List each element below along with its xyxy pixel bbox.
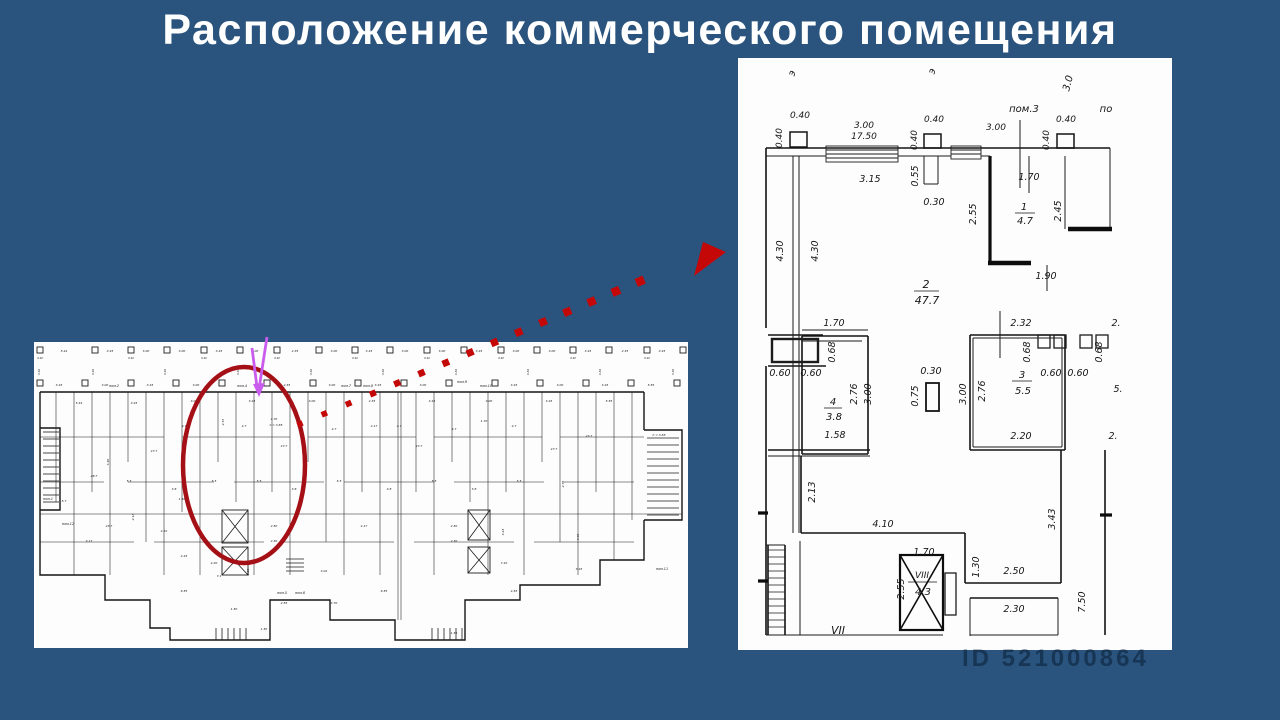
svg-text:3.00: 3.00 <box>512 349 520 353</box>
svg-text:0.60: 0.60 <box>1040 368 1062 379</box>
overview-plan-panel <box>34 342 688 648</box>
svg-text:0.40: 0.40 <box>498 357 504 360</box>
svg-text:2.30: 2.30 <box>1003 604 1025 615</box>
svg-text:3.45: 3.45 <box>248 399 256 403</box>
svg-text:0.40: 0.40 <box>1055 115 1077 125</box>
svg-text:3.00: 3.00 <box>556 383 564 387</box>
svg-text:h = 3.85: h = 3.85 <box>652 433 666 437</box>
svg-text:2.30: 2.30 <box>450 539 458 543</box>
svg-text:23.7: 23.7 <box>585 434 593 438</box>
svg-text:2.50: 2.50 <box>1003 566 1025 577</box>
svg-text:2.35: 2.35 <box>291 349 299 353</box>
detail-plan <box>738 58 1172 650</box>
svg-text:4.7: 4.7 <box>241 424 247 428</box>
svg-text:3.45: 3.45 <box>575 567 583 571</box>
svg-text:VIII: VIII <box>914 571 930 581</box>
page-title: Расположение коммерческого помещения <box>162 6 1118 54</box>
svg-text:4.10: 4.10 <box>160 529 168 533</box>
svg-text:28.7: 28.7 <box>90 474 98 478</box>
svg-text:0.68: 0.68 <box>1022 341 1033 363</box>
svg-text:3.8: 3.8 <box>171 487 177 491</box>
svg-text:h = 3.85: h = 3.85 <box>269 423 283 427</box>
svg-text:2.76: 2.76 <box>977 380 988 402</box>
svg-text:17.50: 17.50 <box>851 132 877 142</box>
svg-text:пом.9: пом.9 <box>456 380 468 384</box>
svg-text:3.00: 3.00 <box>853 121 875 131</box>
svg-text:1.58: 1.58 <box>178 497 186 501</box>
svg-text:3.45: 3.45 <box>374 383 382 387</box>
svg-text:0.40: 0.40 <box>352 357 358 360</box>
svg-text:5.5: 5.5 <box>256 479 262 483</box>
svg-text:5.44: 5.44 <box>75 401 83 405</box>
svg-text:3.45: 3.45 <box>658 349 666 353</box>
svg-text:0.40: 0.40 <box>644 357 650 360</box>
svg-text:2.: 2. <box>1108 431 1118 442</box>
svg-text:пом.4: пом.4 <box>236 384 248 388</box>
svg-text:5.5: 5.5 <box>336 479 342 483</box>
svg-text:3.30: 3.30 <box>163 368 167 376</box>
svg-text:2.50: 2.50 <box>450 524 458 528</box>
detail-plan-panel <box>738 58 1172 650</box>
svg-text:0.40: 0.40 <box>910 129 920 151</box>
watermark: ID 521000864 <box>962 645 1149 672</box>
svg-text:1.90: 1.90 <box>1035 271 1057 282</box>
svg-text:пом.7: пом.7 <box>340 384 352 388</box>
svg-text:0.40: 0.40 <box>37 357 43 360</box>
svg-text:3.00: 3.00 <box>142 349 150 353</box>
svg-text:3.8: 3.8 <box>826 412 842 423</box>
svg-text:3.30: 3.30 <box>526 368 530 376</box>
svg-text:3.00: 3.00 <box>192 383 200 387</box>
svg-text:0.40: 0.40 <box>201 357 207 360</box>
svg-text:пом.3: пом.3 <box>1009 104 1039 115</box>
svg-text:3.45: 3.45 <box>106 349 114 353</box>
svg-text:5.7: 5.7 <box>61 499 67 503</box>
svg-text:пом.10: пом.10 <box>479 384 493 388</box>
svg-text:5.5: 5.5 <box>126 479 132 483</box>
svg-text:0.68: 0.68 <box>827 341 838 363</box>
svg-text:47.7: 47.7 <box>914 294 940 307</box>
svg-text:1.58: 1.58 <box>824 430 846 441</box>
svg-text:0.40: 0.40 <box>923 115 945 125</box>
svg-text:3.0: 3.0 <box>1061 74 1076 93</box>
svg-text:3.00: 3.00 <box>419 383 427 387</box>
svg-text:3.45: 3.45 <box>584 349 592 353</box>
svg-text:5.5: 5.5 <box>431 479 437 483</box>
svg-text:3.00: 3.00 <box>548 349 556 353</box>
svg-text:47.7: 47.7 <box>550 447 558 451</box>
svg-text:3.30: 3.30 <box>91 368 95 376</box>
svg-text:2.55: 2.55 <box>221 418 225 426</box>
svg-text:0.75: 0.75 <box>910 385 921 407</box>
svg-text:3.45: 3.45 <box>146 383 154 387</box>
svg-text:3.8: 3.8 <box>386 487 392 491</box>
svg-text:3.00: 3.00 <box>958 383 969 405</box>
svg-text:4.17: 4.17 <box>360 524 368 528</box>
svg-text:0.40: 0.40 <box>424 357 430 360</box>
svg-text:3.45: 3.45 <box>475 349 483 353</box>
svg-text:5.55: 5.55 <box>605 399 613 403</box>
svg-text:47.7: 47.7 <box>415 444 423 448</box>
svg-text:3: 3 <box>1018 370 1026 381</box>
svg-text:0.30: 0.30 <box>920 366 942 377</box>
svg-text:7.50: 7.50 <box>576 533 580 541</box>
svg-text:2.45: 2.45 <box>180 554 188 558</box>
svg-text:5.30: 5.30 <box>106 458 110 466</box>
svg-text:1.70: 1.70 <box>1018 172 1040 183</box>
svg-text:3.45: 3.45 <box>130 401 138 405</box>
svg-text:4.7: 4.7 <box>1017 216 1033 227</box>
svg-text:0.40: 0.40 <box>274 357 280 360</box>
svg-text:3.8: 3.8 <box>291 487 297 491</box>
svg-text:3.00: 3.00 <box>438 349 446 353</box>
svg-text:2.55: 2.55 <box>280 601 288 605</box>
svg-text:0.40: 0.40 <box>775 127 785 149</box>
svg-text:4.7: 4.7 <box>511 424 517 428</box>
svg-text:0.40: 0.40 <box>128 357 134 360</box>
svg-text:4.30: 4.30 <box>810 240 821 262</box>
svg-text:0.60: 0.60 <box>769 368 791 379</box>
svg-text:2.35: 2.35 <box>621 349 629 353</box>
svg-text:3.30: 3.30 <box>236 368 240 376</box>
svg-text:5.5: 5.5 <box>211 479 217 483</box>
svg-text:2.35: 2.35 <box>283 383 291 387</box>
svg-text:пом.8: пом.8 <box>362 384 374 388</box>
svg-text:VII: VII <box>830 624 846 637</box>
svg-text:4.10: 4.10 <box>872 519 894 530</box>
svg-text:4.3: 4.3 <box>915 587 931 598</box>
svg-text:э: э <box>786 69 799 78</box>
svg-text:1.70: 1.70 <box>913 547 935 558</box>
svg-text:4: 4 <box>829 397 837 408</box>
svg-text:3.00: 3.00 <box>308 399 316 403</box>
svg-text:3.00: 3.00 <box>863 383 874 405</box>
svg-text:4.7: 4.7 <box>396 424 402 428</box>
svg-text:2.13: 2.13 <box>131 513 135 521</box>
svg-text:2.55: 2.55 <box>968 203 979 225</box>
svg-text:3.00: 3.00 <box>178 349 186 353</box>
svg-text:3.15: 3.15 <box>859 174 881 185</box>
svg-text:2.: 2. <box>1111 318 1121 329</box>
svg-text:2.55: 2.55 <box>896 578 907 600</box>
svg-text:3.45: 3.45 <box>428 399 436 403</box>
svg-text:1.70: 1.70 <box>823 318 845 329</box>
svg-text:3.45: 3.45 <box>545 399 553 403</box>
svg-text:4.7: 4.7 <box>181 424 187 428</box>
svg-text:3.00: 3.00 <box>330 349 338 353</box>
svg-text:по: по <box>1099 104 1113 115</box>
overview-plan-background <box>34 342 688 648</box>
svg-text:1.50: 1.50 <box>450 631 458 635</box>
svg-text:0.40: 0.40 <box>1042 129 1052 151</box>
svg-text:пом.6: пом.6 <box>294 591 306 595</box>
svg-text:47.7: 47.7 <box>150 449 158 453</box>
svg-text:3.30: 3.30 <box>381 368 385 376</box>
svg-text:1.70: 1.70 <box>270 417 278 421</box>
svg-text:2.76: 2.76 <box>561 480 565 488</box>
svg-text:3.17: 3.17 <box>85 539 93 543</box>
svg-text:4.20: 4.20 <box>210 561 218 565</box>
svg-text:3.00: 3.00 <box>101 383 109 387</box>
svg-text:1.50: 1.50 <box>260 627 268 631</box>
svg-text:7.10: 7.10 <box>500 561 508 565</box>
svg-text:4.30: 4.30 <box>775 240 786 262</box>
svg-text:3.45: 3.45 <box>601 383 609 387</box>
svg-text:2.13: 2.13 <box>807 481 818 503</box>
svg-text:3.00: 3.00 <box>190 399 198 403</box>
svg-text:3.00: 3.00 <box>485 399 493 403</box>
svg-text:5.5: 5.5 <box>516 479 522 483</box>
svg-text:2: 2 <box>922 278 930 291</box>
svg-text:5.44: 5.44 <box>60 349 68 353</box>
svg-text:э: э <box>926 67 939 76</box>
svg-text:2.55: 2.55 <box>246 568 250 576</box>
svg-text:5.: 5. <box>1113 384 1123 395</box>
svg-text:1.50: 1.50 <box>230 607 238 611</box>
svg-text:0.30: 0.30 <box>923 197 945 208</box>
svg-text:6.55: 6.55 <box>380 589 388 593</box>
svg-text:3.00: 3.00 <box>251 349 259 353</box>
svg-text:3.00: 3.00 <box>328 383 336 387</box>
svg-text:3.02: 3.02 <box>320 569 328 573</box>
svg-text:7.50: 7.50 <box>1077 591 1088 613</box>
svg-text:2.20: 2.20 <box>1010 431 1032 442</box>
svg-text:пом.11: пом.11 <box>655 567 669 571</box>
svg-text:3.70: 3.70 <box>330 601 338 605</box>
svg-text:1.30: 1.30 <box>971 556 982 578</box>
arrowhead-icon <box>694 242 726 276</box>
svg-text:пом.2: пом.2 <box>108 384 120 388</box>
svg-text:2.17: 2.17 <box>370 424 378 428</box>
svg-text:пом.1: пом.1 <box>42 497 54 501</box>
svg-text:5.55: 5.55 <box>647 383 655 387</box>
svg-text:7.1: 7.1 <box>216 574 222 578</box>
svg-text:3.45: 3.45 <box>365 349 373 353</box>
svg-text:3.43: 3.43 <box>1047 508 1058 530</box>
svg-text:0.60: 0.60 <box>800 368 822 379</box>
svg-text:3.30: 3.30 <box>309 368 313 376</box>
overview-plan <box>34 342 688 648</box>
svg-text:2.76: 2.76 <box>849 383 860 405</box>
svg-text:3.45: 3.45 <box>215 349 223 353</box>
svg-text:3.43: 3.43 <box>501 528 505 536</box>
svg-text:3.8: 3.8 <box>471 487 477 491</box>
svg-text:2.45: 2.45 <box>1053 200 1064 222</box>
svg-text:2.30: 2.30 <box>270 539 278 543</box>
svg-text:0.40: 0.40 <box>570 357 576 360</box>
svg-text:3.30: 3.30 <box>671 368 675 376</box>
svg-text:47.7: 47.7 <box>280 444 288 448</box>
svg-text:3.45: 3.45 <box>510 383 518 387</box>
svg-text:4.7: 4.7 <box>451 427 457 431</box>
svg-text:3.45: 3.45 <box>55 383 63 387</box>
svg-text:0.40: 0.40 <box>789 111 811 121</box>
svg-text:1: 1 <box>1020 202 1028 213</box>
svg-text:2.32: 2.32 <box>1010 318 1032 329</box>
svg-text:3.30: 3.30 <box>454 368 458 376</box>
svg-text:2.35: 2.35 <box>368 399 376 403</box>
svg-text:0.60: 0.60 <box>1067 368 1089 379</box>
svg-text:пом.12: пом.12 <box>61 522 75 526</box>
svg-text:0.55: 0.55 <box>910 165 921 187</box>
svg-text:5.5: 5.5 <box>1015 386 1031 397</box>
svg-text:3.00: 3.00 <box>985 123 1007 133</box>
svg-text:0.68: 0.68 <box>1094 341 1105 363</box>
svg-text:4.7: 4.7 <box>331 427 337 431</box>
svg-text:1.70: 1.70 <box>480 419 488 423</box>
svg-text:3.30: 3.30 <box>598 368 602 376</box>
svg-text:3.00: 3.00 <box>401 349 409 353</box>
svg-text:4.55: 4.55 <box>510 589 518 593</box>
svg-text:2.50: 2.50 <box>270 524 278 528</box>
svg-text:пом.5: пом.5 <box>276 591 288 595</box>
svg-text:3.30: 3.30 <box>37 368 41 376</box>
svg-text:23.7: 23.7 <box>105 524 113 528</box>
svg-text:6.55: 6.55 <box>180 589 188 593</box>
